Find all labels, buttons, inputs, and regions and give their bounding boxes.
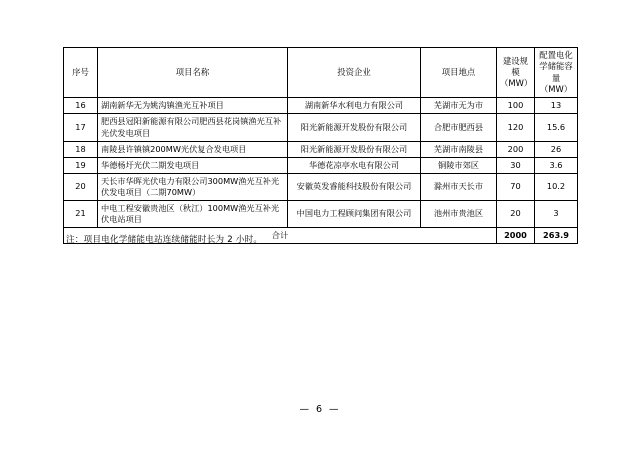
cell-no: 18 xyxy=(64,141,98,157)
total-label: 合计 xyxy=(64,227,497,243)
column-header-location: 项目地点 xyxy=(421,48,497,98)
cell-storage: 13 xyxy=(535,98,578,114)
project-table xyxy=(63,47,578,244)
cell-project-name: 天长市华晖光伏电力有限公司300MW渔光互补光伏发电项目（二期70MW） xyxy=(98,173,288,200)
cell-project-name: 肥西县冠阳新能源有限公司肥西县花岗镇渔光互补光伏发电项目 xyxy=(98,114,288,141)
cell-project-name: 湖南新华无为姚沟镇渔光互补项目 xyxy=(98,98,288,114)
table-row xyxy=(64,141,578,157)
table-row xyxy=(64,173,578,200)
table-header xyxy=(64,48,578,98)
total-scale: 2000 xyxy=(497,227,535,243)
column-header-enterprise: 投资企业 xyxy=(288,48,421,98)
table-note: 注：项目电化学储能电站连续储能时长为 2 小时。 xyxy=(66,235,263,245)
column-header-scale-unit: （MW） xyxy=(500,78,533,89)
table-row xyxy=(64,157,578,173)
page-number: — 6 — xyxy=(299,404,341,415)
cell-scale: 100 xyxy=(497,98,535,114)
cell-location: 滁州市天长市 xyxy=(421,173,497,200)
cell-project-name: 南陵县许镇镇200MW光伏复合发电项目 xyxy=(98,141,288,157)
cell-location: 铜陵市郊区 xyxy=(421,157,497,173)
cell-storage: 3 xyxy=(535,200,578,227)
cell-storage: 3.6 xyxy=(535,157,578,173)
table-header-row xyxy=(64,48,578,98)
cell-scale: 120 xyxy=(497,114,535,141)
cell-enterprise: 华德花凉亭水电有限公司 xyxy=(288,157,421,173)
column-header-storage-main: 配置电化学储能容量 xyxy=(539,50,573,83)
cell-no: 16 xyxy=(64,98,98,114)
table-row xyxy=(64,98,578,114)
cell-location: 池州市贵池区 xyxy=(421,200,497,227)
cell-storage: 15.6 xyxy=(535,114,578,141)
project-table-container xyxy=(63,47,577,244)
column-header-storage xyxy=(535,48,578,98)
cell-storage: 10.2 xyxy=(535,173,578,200)
table-row xyxy=(64,200,578,227)
column-header-storage-unit: （MW） xyxy=(539,84,573,95)
cell-no: 17 xyxy=(64,114,98,141)
cell-enterprise: 阳光新能源开发股份有限公司 xyxy=(288,141,421,157)
cell-scale: 20 xyxy=(497,200,535,227)
column-header-scale-main: 建设规模 xyxy=(502,55,529,78)
column-header-no: 序号 xyxy=(64,48,98,98)
cell-location: 合肥市肥西县 xyxy=(421,114,497,141)
cell-project-name: 中电工程安徽贵池区（秋江）100MW渔光互补光伏电站项目 xyxy=(98,200,288,227)
cell-storage: 26 xyxy=(535,141,578,157)
cell-scale: 30 xyxy=(497,157,535,173)
cell-no: 19 xyxy=(64,157,98,173)
cell-enterprise: 中国电力工程顾问集团有限公司 xyxy=(288,200,421,227)
cell-location: 芜湖市南陵县 xyxy=(421,141,497,157)
cell-scale: 70 xyxy=(497,173,535,200)
table-body xyxy=(64,98,578,244)
cell-no: 20 xyxy=(64,173,98,200)
cell-enterprise: 安徽英发睿能科技股份有限公司 xyxy=(288,173,421,200)
column-header-scale xyxy=(497,48,535,98)
table-row xyxy=(64,114,578,141)
cell-no: 21 xyxy=(64,200,98,227)
cell-enterprise: 湖南新华水利电力有限公司 xyxy=(288,98,421,114)
cell-enterprise: 阳光新能源开发股份有限公司 xyxy=(288,114,421,141)
cell-location: 芜湖市无为市 xyxy=(421,98,497,114)
total-storage: 263.9 xyxy=(535,227,578,243)
column-header-name: 项目名称 xyxy=(98,48,288,98)
cell-project-name: 华德杨圩光伏二期发电项目 xyxy=(98,157,288,173)
cell-scale: 200 xyxy=(497,141,535,157)
